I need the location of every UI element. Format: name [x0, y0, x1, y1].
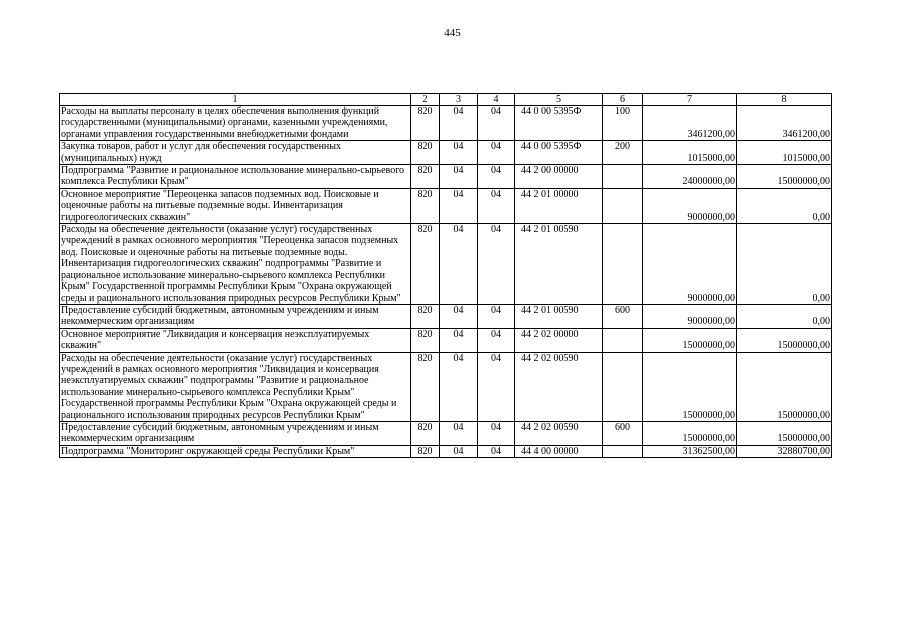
- row-target-article: 44 2 01 00590: [515, 224, 603, 305]
- row-description: Расходы на выплаты персоналу в целях обеспечения выполнения функций государственными (муниципальными) органами, казенными учреждениями, органами управления государственными внебюджетными фондами: [60, 106, 411, 141]
- table-row: [60, 421, 832, 445]
- row-admin-code: 820: [411, 141, 440, 165]
- row-amount-year-2: 0,00: [737, 304, 832, 328]
- row-amount-year-1: 9000000,00: [643, 188, 737, 223]
- row-admin-code: 820: [411, 224, 440, 305]
- table-row: [60, 352, 832, 421]
- row-target-article: 44 2 02 00590: [515, 421, 603, 445]
- row-target-article: 44 0 00 5395Ф: [515, 106, 603, 141]
- row-admin-code: 820: [411, 421, 440, 445]
- row-target-article: 44 2 00 00000: [515, 165, 603, 189]
- row-description: Основное мероприятие "Ликвидация и консервация неэксплуатируемых скважин": [60, 328, 411, 352]
- table-row: [60, 224, 832, 305]
- row-amount-year-2: 0,00: [737, 224, 832, 305]
- header-cell-3: 3: [440, 94, 478, 106]
- row-description: Основное мероприятие "Переоценка запасов подземных вод. Поисковые и оценочные работы на питьевые подземные воды. Инвентаризация гидрогеологических скважин": [60, 188, 411, 223]
- row-subsection: 04: [478, 304, 515, 328]
- table-row: [60, 188, 832, 223]
- row-expense-type: 600: [603, 421, 643, 445]
- row-section: 04: [440, 141, 478, 165]
- row-amount-year-2: 15000000,00: [737, 165, 832, 189]
- row-amount-year-1: 24000000,00: [643, 165, 737, 189]
- row-section: 04: [440, 165, 478, 189]
- row-amount-year-2: 3461200,00: [737, 106, 832, 141]
- row-amount-year-1: 1015000,00: [643, 141, 737, 165]
- row-amount-year-2: 15000000,00: [737, 328, 832, 352]
- row-target-article: 44 2 02 00590: [515, 352, 603, 421]
- row-expense-type: 200: [603, 141, 643, 165]
- row-amount-year-2: 15000000,00: [737, 352, 832, 421]
- row-amount-year-1: 9000000,00: [643, 224, 737, 305]
- row-amount-year-2: 32880700,00: [737, 445, 832, 457]
- row-admin-code: 820: [411, 352, 440, 421]
- row-expense-type: 600: [603, 304, 643, 328]
- row-subsection: 04: [478, 165, 515, 189]
- row-section: 04: [440, 421, 478, 445]
- row-section: 04: [440, 304, 478, 328]
- header-cell-4: 4: [478, 94, 515, 106]
- row-description: Расходы на обеспечение деятельности (оказание услуг) государственных учреждений в рамках основного мероприятия "Ликвидация и консервация неэксплуатируемых скважин" подпрограммы "Развитие и рациональное использование минерально-сырьевого комплекса Республики Крым" Государственной программы Республики Крым "Охрана окружающей среды и рационального использования природных ресурсов Республики Крым": [60, 352, 411, 421]
- row-target-article: 44 2 01 00000: [515, 188, 603, 223]
- row-expense-type: 100: [603, 106, 643, 141]
- row-amount-year-2: 15000000,00: [737, 421, 832, 445]
- row-amount-year-1: 15000000,00: [643, 352, 737, 421]
- row-subsection: 04: [478, 421, 515, 445]
- row-description: Предоставление субсидий бюджетным, автономным учреждениям и иным некоммерческим организациям: [60, 304, 411, 328]
- row-expense-type: [603, 352, 643, 421]
- row-subsection: 04: [478, 328, 515, 352]
- row-admin-code: 820: [411, 445, 440, 457]
- page-number: 445: [444, 27, 461, 39]
- row-admin-code: 820: [411, 188, 440, 223]
- table-row: [60, 141, 832, 165]
- header-cell-5: 5: [515, 94, 603, 106]
- row-subsection: 04: [478, 106, 515, 141]
- header-cell-2: 2: [411, 94, 440, 106]
- row-subsection: 04: [478, 188, 515, 223]
- row-amount-year-1: 3461200,00: [643, 106, 737, 141]
- row-target-article: 44 2 02 00000: [515, 328, 603, 352]
- row-amount-year-1: 15000000,00: [643, 328, 737, 352]
- row-section: 04: [440, 224, 478, 305]
- row-admin-code: 820: [411, 106, 440, 141]
- row-amount-year-2: 1015000,00: [737, 141, 832, 165]
- table-row: [60, 445, 832, 457]
- row-description: Предоставление субсидий бюджетным, автономным учреждениям и иным некоммерческим организациям: [60, 421, 411, 445]
- row-expense-type: [603, 224, 643, 305]
- row-subsection: 04: [478, 141, 515, 165]
- row-section: 04: [440, 352, 478, 421]
- row-description: Расходы на обеспечение деятельности (оказание услуг) государственных учреждений в рамках основного мероприятия "Переоценка запасов подземных вод. Поисковые и оценочные работы на питьевые подземные воды. Инвентаризация гидрогеологических скважин" подпрограммы "Развитие и рациональное использование минерально-сырьевого комплекса Республики Крым" Государственной программы Республики Крым "Охрана окружающей среды и рационального использования природных ресурсов Республики Крым": [60, 224, 411, 305]
- header-cell-7: 7: [643, 94, 737, 106]
- row-target-article: 44 0 00 5395Ф: [515, 141, 603, 165]
- row-expense-type: [603, 445, 643, 457]
- row-amount-year-1: 9000000,00: [643, 304, 737, 328]
- row-section: 04: [440, 106, 478, 141]
- row-expense-type: [603, 188, 643, 223]
- table-header-row: [60, 94, 832, 106]
- table-row: [60, 106, 832, 141]
- row-target-article: 44 4 00 00000: [515, 445, 603, 457]
- row-admin-code: 820: [411, 328, 440, 352]
- row-amount-year-2: 0,00: [737, 188, 832, 223]
- row-amount-year-1: 31362500,00: [643, 445, 737, 457]
- header-cell-6: 6: [603, 94, 643, 106]
- row-description: Подпрограмма "Мониторинг окружающей среды Республики Крым": [60, 445, 411, 457]
- row-target-article: 44 2 01 00590: [515, 304, 603, 328]
- row-subsection: 04: [478, 445, 515, 457]
- row-section: 04: [440, 328, 478, 352]
- row-section: 04: [440, 445, 478, 457]
- row-admin-code: 820: [411, 304, 440, 328]
- row-expense-type: [603, 165, 643, 189]
- table-row: [60, 328, 832, 352]
- header-cell-8: 8: [737, 94, 832, 106]
- row-admin-code: 820: [411, 165, 440, 189]
- row-subsection: 04: [478, 224, 515, 305]
- budget-table: [59, 93, 832, 458]
- header-cell-1: 1: [60, 94, 411, 106]
- row-amount-year-1: 15000000,00: [643, 421, 737, 445]
- table-row: [60, 165, 832, 189]
- row-expense-type: [603, 328, 643, 352]
- row-description: Подпрограмма "Развитие и рациональное использование минерально-сырьевого комплекса Республики Крым": [60, 165, 411, 189]
- table-row: [60, 304, 832, 328]
- row-section: 04: [440, 188, 478, 223]
- row-description: Закупка товаров, работ и услуг для обеспечения государственных (муниципальных) нужд: [60, 141, 411, 165]
- row-subsection: 04: [478, 352, 515, 421]
